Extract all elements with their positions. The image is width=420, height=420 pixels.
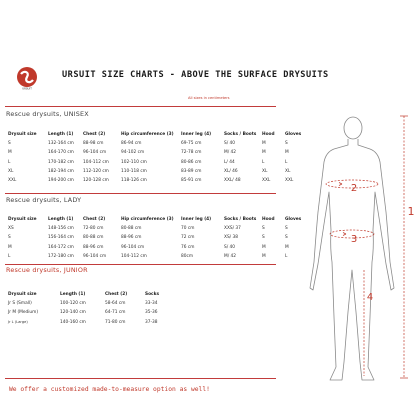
section-title-lady: Rescue drysuits, LADY	[6, 196, 82, 204]
table-cell: 182-194 cm	[48, 168, 74, 174]
table-cell: 35-36	[145, 310, 158, 316]
table-cell: 194-200 cm	[48, 178, 74, 184]
table-cell: Jr S (Small)	[8, 301, 32, 307]
table-cell: 70 cm	[181, 226, 195, 232]
table-row	[8, 224, 305, 233]
table-cell: S	[285, 226, 288, 232]
table-cell: XS/ 38	[224, 235, 238, 241]
units-note: All sizes in centimeters	[188, 96, 230, 100]
logo-wordmark: URSUIT	[22, 87, 32, 90]
table-cell: 64-71 cm	[105, 310, 126, 316]
table-cell: 118-126 cm	[121, 178, 147, 184]
table-row	[8, 299, 175, 308]
section-divider	[5, 106, 276, 107]
table-cell: XL	[8, 168, 14, 174]
label-inner-leg: 4	[366, 292, 374, 303]
table-row	[8, 233, 305, 242]
custom-fit-note: We offer a customized made-to-measure option as well!	[9, 386, 210, 393]
table-cell: L	[285, 253, 288, 259]
body-measurement-figure	[284, 112, 420, 406]
table-cell: 76 cm	[181, 244, 195, 250]
table-cell: XXL/ 48	[224, 178, 241, 184]
table-cell: L	[8, 253, 11, 259]
column-header: Chest (2)	[105, 292, 128, 298]
table-header-row	[8, 290, 175, 299]
table-cell: 80-86 cm	[181, 159, 202, 165]
column-header: Length (1)	[48, 132, 74, 138]
table-cell: 120-140 cm	[60, 310, 86, 316]
table-cell: 33-34	[145, 301, 158, 307]
table-cell: M	[262, 141, 266, 147]
table-cell: XL	[262, 168, 268, 174]
human-silhouette	[310, 117, 394, 380]
section-title-junior: Rescue drysuits, JUNIOR	[6, 266, 88, 274]
column-header: Socks	[145, 292, 160, 298]
table-cell: 37-38	[145, 319, 158, 325]
table-cell: XXS/ 37	[224, 226, 241, 232]
table-cell: 148-156 cm	[48, 226, 74, 232]
column-header: Gloves	[285, 217, 302, 223]
table-cell: 96-104 cm	[83, 253, 107, 259]
table-cell: 120-128 cm	[83, 178, 109, 184]
table-row	[8, 176, 305, 185]
label-chest: 2	[350, 183, 358, 194]
table-cell: M	[285, 244, 289, 250]
table-cell: L	[8, 159, 11, 165]
table-cell: 164-170 cm	[48, 150, 74, 156]
table-cell: 100-120 cm	[60, 301, 86, 307]
lady-size-table	[8, 215, 305, 261]
table-row	[8, 308, 175, 317]
table-cell: 58-64 cm	[105, 301, 126, 307]
table-cell: M	[8, 150, 12, 156]
column-header: Hip circumference (3)	[121, 132, 174, 138]
column-header: Drysuit size	[8, 132, 37, 138]
section-title-unisex: Rescue drysuits, UNISEX	[6, 110, 89, 118]
table-cell: 164-172 cm	[48, 244, 74, 250]
table-cell: S	[285, 235, 288, 241]
table-cell: 72-80 cm	[83, 226, 104, 232]
junior-size-table	[8, 290, 175, 327]
table-row	[8, 167, 305, 176]
table-cell: 112-120 cm	[83, 168, 109, 174]
column-header: Inner leg (4)	[181, 217, 212, 223]
table-cell: 132-164 cm	[48, 141, 74, 147]
column-header: Drysuit size	[8, 217, 37, 223]
label-hip: 3	[350, 234, 358, 245]
table-cell: 80-88 cm	[83, 235, 104, 241]
table-cell: 71-80 cm	[105, 319, 126, 325]
table-cell: 72 cm	[181, 235, 195, 241]
table-cell: S	[8, 235, 11, 241]
table-cell: 156-164 cm	[48, 235, 74, 241]
table-header-row	[8, 215, 305, 224]
column-header: Hood	[262, 132, 275, 138]
table-cell: 88-96 cm	[83, 244, 104, 250]
column-header: Chest (2)	[83, 217, 106, 223]
table-row	[8, 252, 305, 261]
table-cell: 102-110 cm	[121, 159, 147, 165]
table-cell: M	[262, 244, 266, 250]
column-header: Socks / Boots	[224, 217, 257, 223]
unisex-size-table	[8, 130, 305, 185]
table-row	[8, 139, 305, 148]
column-header: Drysuit size	[8, 292, 37, 298]
table-cell: M/ 42	[224, 253, 236, 259]
table-cell: 83-89 cm	[181, 168, 202, 174]
table-cell: 96-104 cm	[121, 244, 145, 250]
table-row	[8, 158, 305, 167]
table-cell: 85-91 cm	[181, 178, 202, 184]
table-cell: S/ 40	[224, 244, 236, 250]
table-cell: XXL	[285, 178, 294, 184]
chest-arrow	[339, 183, 342, 186]
table-cell: M	[262, 253, 266, 259]
table-cell: 110-118 cm	[121, 168, 147, 174]
column-header: Chest (2)	[83, 132, 106, 138]
table-cell: 72-78 cm	[181, 150, 202, 156]
table-cell: S	[262, 226, 265, 232]
column-header: Hood	[262, 217, 275, 223]
column-header: Gloves	[285, 132, 302, 138]
table-cell: 86-94 cm	[121, 141, 142, 147]
section-divider	[5, 193, 276, 194]
table-cell: XXL	[262, 178, 271, 184]
footer-divider	[5, 378, 276, 379]
table-cell: S	[285, 141, 288, 147]
table-cell: 170-182 cm	[48, 159, 74, 165]
table-cell: Jr L (Large)	[8, 320, 28, 325]
column-header: Socks / Boots	[224, 132, 257, 138]
hip-arrow	[343, 233, 346, 236]
table-cell: XL	[285, 168, 291, 174]
table-cell: M	[285, 150, 289, 156]
table-cell: XXL	[8, 178, 17, 184]
table-cell: L	[262, 159, 265, 165]
table-cell: XS	[8, 226, 14, 232]
table-cell: S/ 40	[224, 141, 236, 147]
column-header: Length (1)	[48, 217, 74, 223]
table-row	[8, 148, 305, 157]
table-cell: S	[8, 141, 11, 147]
table-cell: 88-98 cm	[83, 141, 104, 147]
table-cell: 172-180 cm	[48, 253, 74, 259]
table-cell: 104-112 cm	[83, 159, 109, 165]
table-row	[8, 318, 175, 327]
table-row	[8, 243, 305, 252]
column-header: Hip circumference (3)	[121, 217, 174, 223]
ursuit-logo-icon	[15, 66, 39, 90]
table-cell: M	[8, 244, 12, 250]
table-cell: L/ 44	[224, 159, 235, 165]
column-header: Length (1)	[60, 292, 86, 298]
label-length: 1	[407, 205, 415, 218]
table-cell: Jr M (Medium)	[8, 310, 39, 316]
table-cell: M/ 42	[224, 150, 236, 156]
page-title: URSUIT SIZE CHARTS - ABOVE THE SURFACE DRYSUITS	[62, 70, 329, 80]
table-cell: 96-104 cm	[83, 150, 107, 156]
section-divider	[5, 264, 276, 265]
table-cell: L	[285, 159, 288, 165]
table-cell: 80-88 cm	[121, 226, 142, 232]
table-cell: 140-160 cm	[60, 319, 86, 325]
table-cell: S	[262, 235, 265, 241]
table-cell: M	[262, 150, 266, 156]
table-cell: 80cm	[181, 253, 194, 259]
table-cell: 88-96 cm	[121, 235, 142, 241]
table-cell: 104-112 cm	[121, 253, 147, 259]
table-cell: 69-75 cm	[181, 141, 202, 147]
table-cell: XL/ 46	[224, 168, 238, 174]
table-header-row	[8, 130, 305, 139]
column-header: Inner leg (4)	[181, 132, 212, 138]
table-cell: 94-102 cm	[121, 150, 145, 156]
